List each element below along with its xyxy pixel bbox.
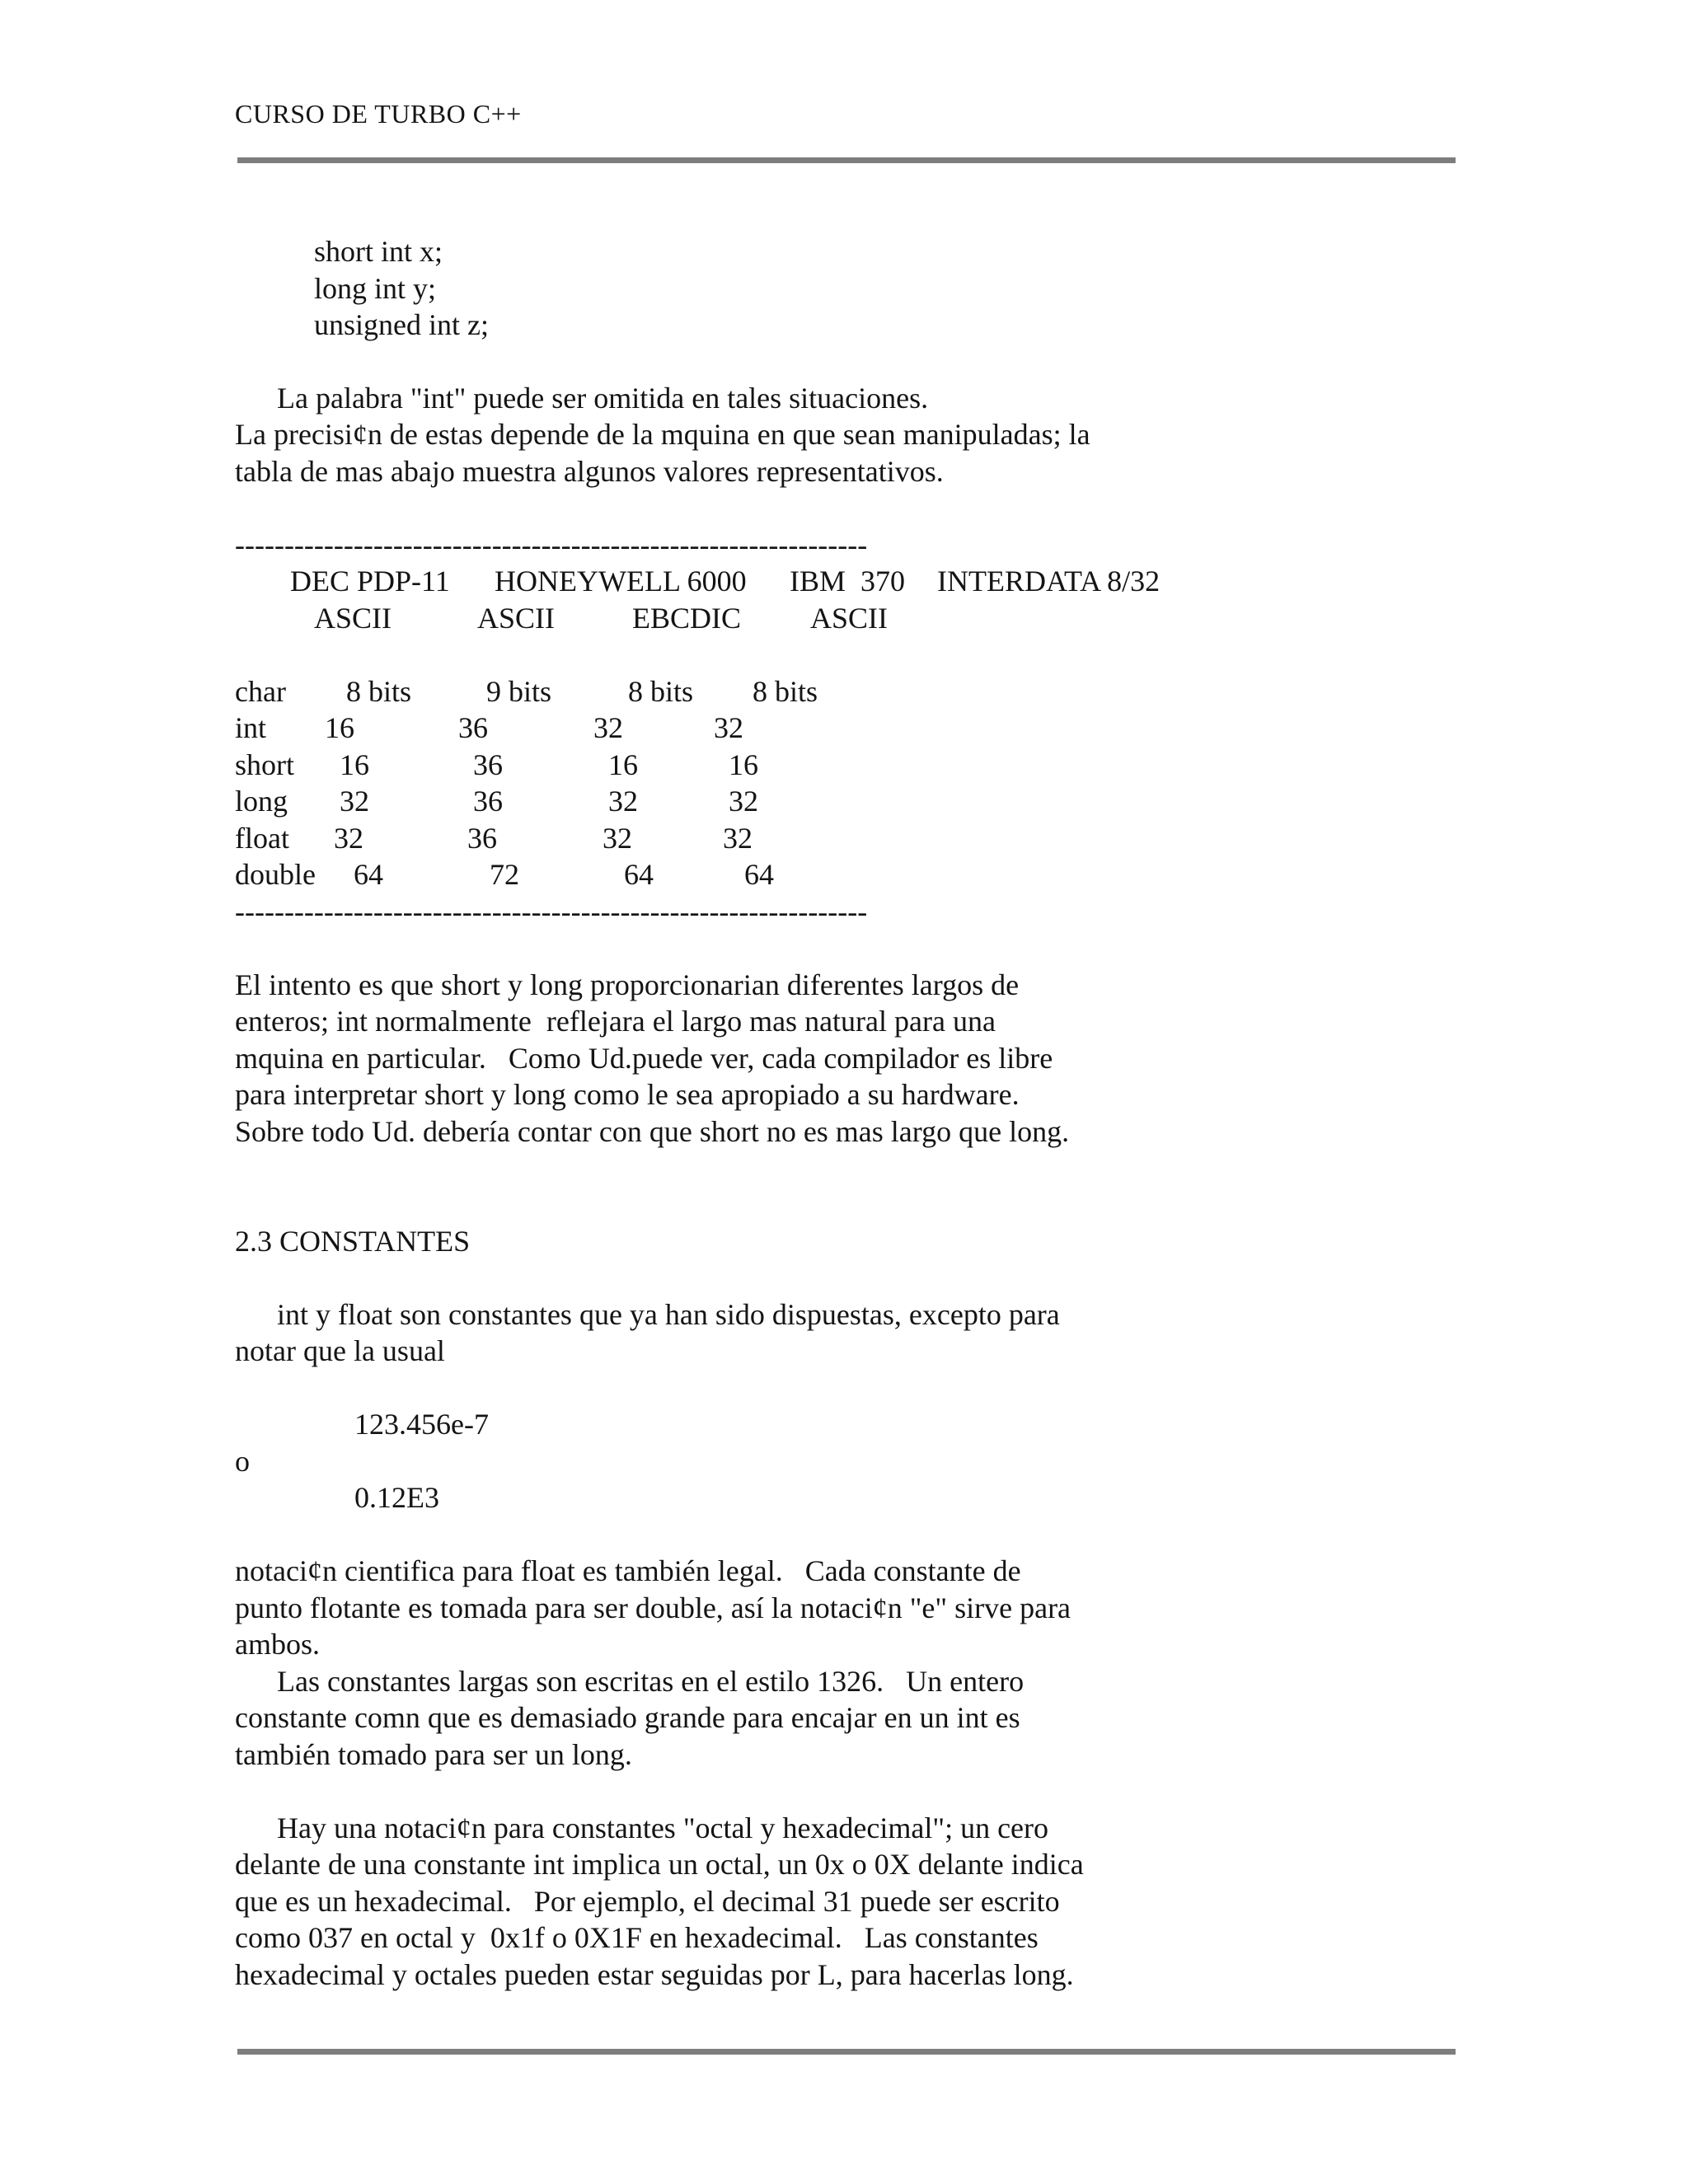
page-header-title: CURSO DE TURBO C++ xyxy=(235,99,522,129)
text-line: 36 xyxy=(467,822,497,855)
text-line: delante de una constante int implica un octal, un 0x o 0X delante indica xyxy=(235,1848,1084,1881)
text-line: int y float son constantes que ya han sido dispuestas, excepto para xyxy=(277,1298,1060,1331)
text-line: para interpretar short y long como le sea apropiado a su hardware. xyxy=(235,1078,1020,1111)
footer-rule xyxy=(237,2049,1456,2055)
text-line: tabla de mas abajo muestra algunos valores representativos. xyxy=(235,455,944,488)
text-line: 64 xyxy=(744,858,774,891)
text-line: 9 bits xyxy=(486,675,552,708)
text-line: 36 xyxy=(473,748,503,781)
text-line: 16 xyxy=(729,748,758,781)
text-line: HONEYWELL 6000 xyxy=(495,565,747,598)
text-line: Sobre todo Ud. debería contar con que short no es mas largo que long. xyxy=(235,1115,1070,1148)
header-rule xyxy=(237,157,1456,163)
text-line: DEC PDP-11 xyxy=(290,565,450,598)
text-line: long int y; xyxy=(314,272,437,305)
text-line: 36 xyxy=(458,711,488,744)
text-line: 64 xyxy=(354,858,383,891)
text-line: float xyxy=(235,822,289,855)
text-line: 36 xyxy=(473,785,503,818)
text-line: El intento es que short y long proporcionarian diferentes largos de xyxy=(235,968,1020,1001)
text-line: 32 xyxy=(593,711,623,744)
text-line: ambos. xyxy=(235,1628,320,1661)
text-line: o xyxy=(235,1445,250,1478)
text-line: ---------------------------------------------------------------- xyxy=(235,895,868,928)
text-line: La precisi¢n de estas depende de la mquina en que sean manipuladas; la xyxy=(235,418,1090,451)
text-line: char xyxy=(235,675,286,708)
text-line: 32 xyxy=(334,822,363,855)
text-line: int xyxy=(235,711,267,744)
text-line: 16 xyxy=(340,748,369,781)
text-line: 32 xyxy=(608,785,638,818)
text-line: IBM 370 xyxy=(790,565,906,598)
text-line: 32 xyxy=(723,822,753,855)
text-line: mquina en particular. Como Ud.puede ver, cada compilador es libre xyxy=(235,1042,1053,1075)
text-line: 32 xyxy=(603,822,632,855)
text-line: long xyxy=(235,785,288,818)
text-line: 8 bits xyxy=(753,675,818,708)
text-line: 123.456e-7 xyxy=(354,1408,489,1441)
text-line: double xyxy=(235,858,316,891)
text-line: ---------------------------------------------------------------- xyxy=(235,528,868,561)
text-line: 8 bits xyxy=(628,675,694,708)
text-line: que es un hexadecimal. Por ejemplo, el decimal 31 puede ser escrito xyxy=(235,1885,1060,1918)
text-line: 32 xyxy=(714,711,743,744)
text-line: 0.12E3 xyxy=(354,1481,439,1514)
text-line: unsigned int z; xyxy=(314,308,489,341)
text-line: 16 xyxy=(325,711,354,744)
text-line: ASCII xyxy=(810,602,889,635)
text-line: también tomado para ser un long. xyxy=(235,1738,632,1771)
text-line: notaci¢n cientifica para float es también legal. Cada constante de xyxy=(235,1554,1021,1587)
text-line: como 037 en octal y 0x1f o 0X1F en hexadecimal. Las constantes xyxy=(235,1921,1039,1954)
text-line: La palabra "int" puede ser omitida en tales situaciones. xyxy=(277,382,929,415)
text-line: Las constantes largas son escritas en el estilo 1326. Un entero xyxy=(277,1665,1025,1698)
text-line: 8 bits xyxy=(346,675,412,708)
text-line: notar que la usual xyxy=(235,1334,445,1367)
text-line: short int x; xyxy=(314,235,443,268)
text-line: 64 xyxy=(624,858,654,891)
text-line: punto flotante es tomada para ser double, así la notaci¢n "e" sirve para xyxy=(235,1591,1071,1624)
text-line: ASCII xyxy=(314,602,392,635)
text-line: INTERDATA 8/32 xyxy=(937,565,1160,598)
text-line: enteros; int normalmente reflejara el largo mas natural para una xyxy=(235,1005,996,1038)
text-line: 72 xyxy=(490,858,519,891)
text-line: short xyxy=(235,748,294,781)
text-line: Hay una notaci¢n para constantes "octal y hexadecimal"; un cero xyxy=(277,1811,1049,1844)
text-line: 16 xyxy=(608,748,638,781)
text-line: 32 xyxy=(340,785,369,818)
text-line: hexadecimal y octales pueden estar seguidas por L, para hacerlas long. xyxy=(235,1958,1074,1991)
text-line: EBCDIC xyxy=(632,602,742,635)
text-line: constante comn que es demasiado grande para encajar en un int es xyxy=(235,1701,1020,1734)
text-line: 32 xyxy=(729,785,758,818)
text-line: 2.3 CONSTANTES xyxy=(235,1225,471,1258)
text-line: ASCII xyxy=(477,602,556,635)
